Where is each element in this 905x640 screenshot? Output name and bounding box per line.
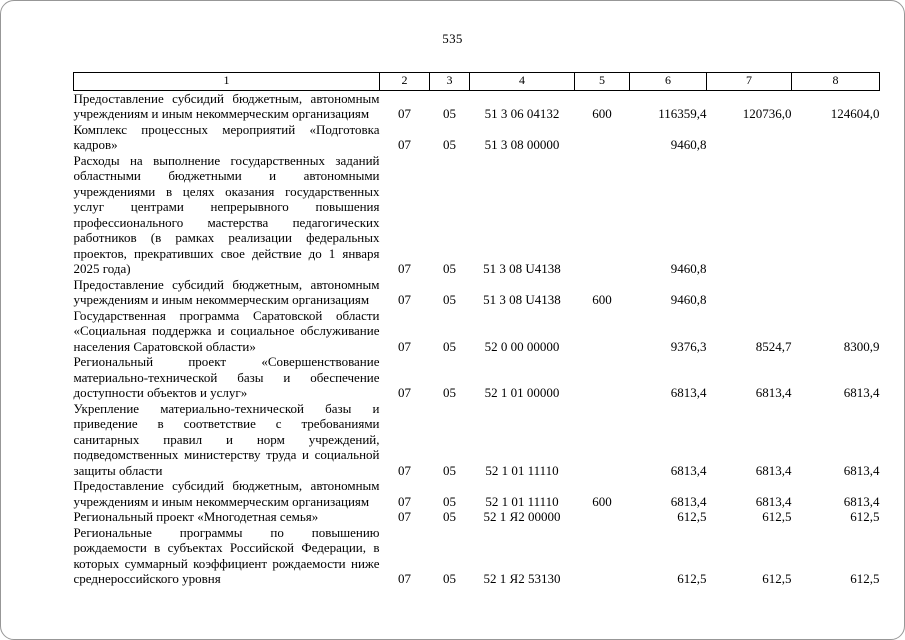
table-header-row: [74, 73, 880, 91]
name-cell: Комплекс процессных мероприятий «Подготовка кадров»: [73, 121, 380, 152]
code-cell-4: 52 1 01 00000: [484, 385, 560, 400]
code-cell-2: 07: [398, 509, 411, 524]
code-cell-2: 07: [398, 137, 411, 152]
amount-cell-6: 116359,4: [658, 106, 707, 121]
amount-cell-6: 9460,8: [670, 261, 707, 276]
code-cell-3: 05: [443, 106, 456, 121]
code-cell-2: 07: [398, 261, 411, 276]
code-cell-3: 05: [443, 509, 456, 524]
code-cell-3: 05: [443, 137, 456, 152]
amount-cell-6: 612,5: [677, 509, 707, 524]
amount-cell-8: [792, 122, 880, 153]
table-row: [74, 153, 880, 277]
amount-cell-6: 9460,8: [670, 137, 707, 152]
amount-cell-8: 6813,4: [843, 462, 880, 478]
code-cell-5: [575, 354, 630, 401]
code-cell-5: 600: [592, 106, 612, 121]
name-cell: Предоставление субсидий бюджетным, автономным учреждениям и иным некоммерческим организациям: [73, 276, 380, 307]
code-cell-3: 05: [443, 462, 456, 478]
column-header-2: 2: [380, 73, 430, 91]
name-cell: Расходы на выполнение государственных заданий областными бюджетными и автономными учреждениями в целях оказания государственных услуг центрами непрерывного повышения профессионального мастерства педагогических работников (в рамках реализации федеральных проектов, прекративших свое действие до 1 января 2025 года): [73, 152, 380, 276]
amount-cell-6: 9460,8: [670, 292, 707, 307]
name-cell: Предоставление субсидий бюджетным, автономным учреждениям и иным некоммерческим организациям: [73, 90, 380, 121]
code-cell-5: [575, 525, 630, 587]
amount-cell-7: 6813,4: [755, 462, 792, 478]
column-header-3: 3: [430, 73, 470, 91]
name-cell: Укрепление материально-технической базы и приведение в соответствие с требованиями санитарных правил и норм учреждений, подведомственных министерству труда и социальной защиты области: [73, 400, 380, 478]
amount-cell-7: 8524,7: [755, 338, 792, 354]
code-cell-2: 07: [398, 462, 411, 478]
code-cell-3: 05: [443, 292, 456, 307]
column-header-1: 1: [74, 73, 380, 91]
amount-cell-8: 612,5: [850, 509, 880, 524]
page-number: 535: [442, 31, 463, 46]
table-row: [74, 509, 880, 525]
code-cell-2: 07: [398, 338, 411, 354]
code-cell-5: [575, 308, 630, 355]
column-header-8: 8: [792, 73, 880, 91]
amount-cell-8: 124604,0: [830, 106, 880, 121]
column-header-6: 6: [630, 73, 707, 91]
table-row: [74, 90, 880, 122]
code-cell-4: 51 3 06 04132: [484, 106, 560, 121]
code-cell-4: 52 1 01 11110: [485, 493, 559, 509]
amount-cell-6: 6813,4: [670, 462, 707, 478]
table-row: [74, 478, 880, 509]
name-cell: Региональный проект «Совершенствование материально-технической базы и обеспечение доступности объектов и услуг»: [73, 354, 380, 400]
amount-cell-7: 6813,4: [755, 493, 792, 509]
column-header-5: 5: [575, 73, 630, 91]
name-cell: Государственная программа Саратовской области «Социальная поддержка и социальное обслуживание населения Саратовской области»: [73, 307, 380, 354]
code-cell-5: [575, 122, 630, 153]
amount-cell-7: [707, 122, 792, 153]
code-cell-5: [575, 401, 630, 479]
table-row: [74, 122, 880, 153]
table-row: [74, 354, 880, 401]
amount-cell-8: [792, 153, 880, 277]
amount-cell-7: [707, 277, 792, 308]
amount-cell-6: 612,5: [677, 571, 707, 586]
code-cell-2: 07: [398, 292, 411, 307]
code-cell-5: [575, 153, 630, 277]
amount-cell-8: 612,5: [850, 571, 880, 586]
code-cell-5: 600: [592, 292, 612, 307]
code-cell-2: 07: [398, 385, 411, 400]
code-cell-3: 05: [443, 261, 456, 276]
amount-cell-7: 120736,0: [742, 106, 792, 121]
amount-cell-7: 612,5: [762, 509, 792, 524]
code-cell-4: 52 1 01 11110: [485, 462, 559, 478]
amount-cell-8: 8300,9: [843, 338, 880, 354]
code-cell-3: 05: [443, 338, 456, 354]
code-cell-3: 05: [443, 385, 456, 400]
table-row: [74, 308, 880, 355]
column-header-4: 4: [470, 73, 575, 91]
amount-cell-7: [707, 153, 792, 277]
code-cell-2: 07: [398, 106, 411, 121]
code-cell-3: 05: [443, 571, 456, 586]
table-row: [74, 277, 880, 308]
code-cell-5: [575, 509, 630, 525]
table-row: [74, 401, 880, 479]
code-cell-4: 52 1 Я2 53130: [483, 571, 561, 586]
amount-cell-7: 6813,4: [755, 385, 792, 400]
code-cell-2: 07: [398, 571, 411, 586]
amount-cell-6: 6813,4: [670, 493, 707, 509]
code-cell-4: 51 3 08 00000: [484, 137, 560, 152]
amount-cell-7: 612,5: [762, 571, 792, 586]
amount-cell-8: 6813,4: [843, 385, 880, 400]
code-cell-4: 51 3 08 U4138: [483, 292, 561, 307]
amount-cell-8: 6813,4: [843, 493, 880, 509]
code-cell-4: 51 3 08 U4138: [483, 261, 561, 276]
code-cell-3: 05: [443, 493, 456, 509]
amount-cell-6: 6813,4: [670, 385, 707, 400]
code-cell-5: 600: [592, 493, 612, 509]
amount-cell-6: 9376,3: [670, 338, 707, 354]
budget-table: [73, 72, 880, 587]
column-header-7: 7: [707, 73, 792, 91]
name-cell: Региональный проект «Многодетная семья»: [73, 509, 319, 524]
code-cell-4: 52 0 00 00000: [484, 338, 560, 354]
name-cell: Региональные программы по повышению рождаемости в субъектах Российской Федерации, в которых суммарный коэффициент рождаемости ниже среднероссийского уровня: [73, 524, 380, 586]
code-cell-2: 07: [398, 493, 411, 509]
code-cell-4: 52 1 Я2 00000: [483, 509, 561, 524]
amount-cell-8: [792, 277, 880, 308]
name-cell: Предоставление субсидий бюджетным, автономным учреждениям и иным некоммерческим организациям: [73, 478, 380, 509]
table-row: [74, 525, 880, 587]
